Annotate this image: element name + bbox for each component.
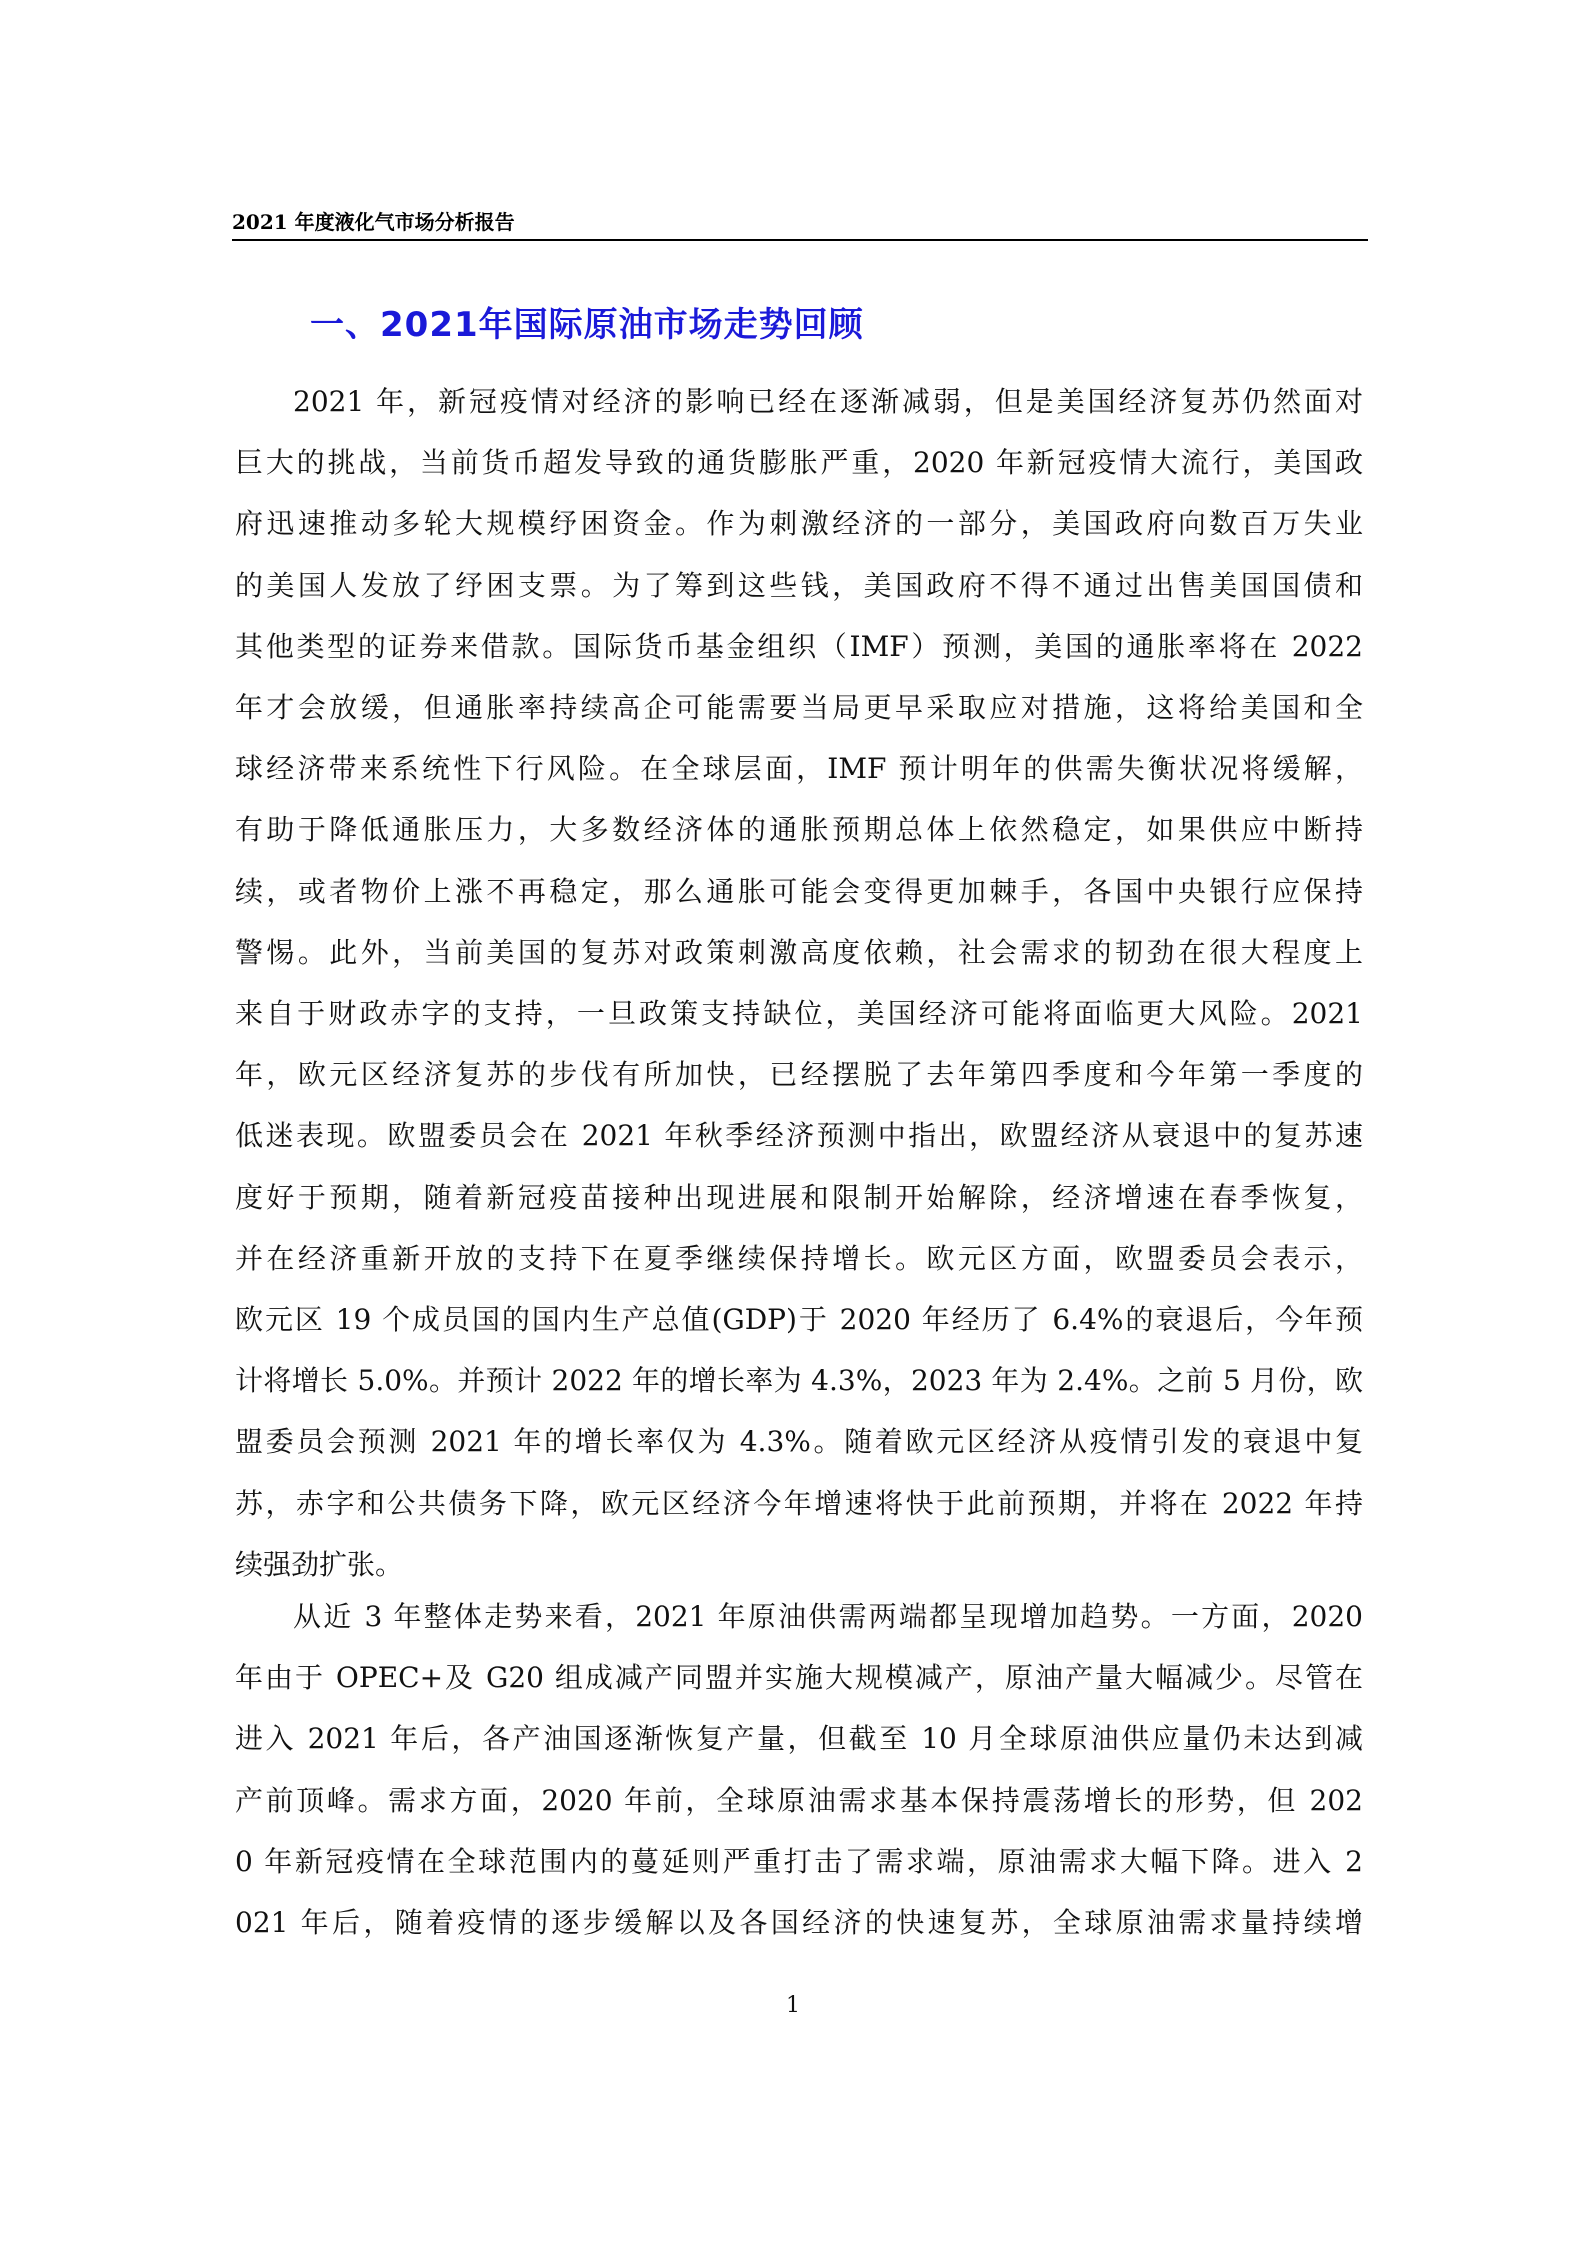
text-line: 0 年新冠疫情在全球范围内的蔓延则严重打击了需求端，原油需求大幅下降。进入 2 [235, 1844, 1363, 1878]
header-divider [232, 239, 1368, 241]
text-line: 有助于降低通胀压力，大多数经济体的通胀预期总体上依然稳定，如果供应中断持 [235, 813, 1363, 847]
text-line: 其他类型的证券来借款。国际货币基金组织（IMF）预测，美国的通胀率将在 2022 [235, 629, 1363, 663]
text-line: 续，或者物价上涨不再稳定，那么通胀可能会变得更加棘手，各国中央银行应保持 [235, 874, 1363, 908]
text-line: 年由于 OPEC+及 G20 组成减产同盟并实施大规模减产，原油产量大幅减少。尽管在 [235, 1661, 1363, 1695]
text-line: 续强劲扩张。 [235, 1547, 404, 1581]
text-line: 021 年后，随着疫情的逐步缓解以及各国经济的快速复苏，全球原油需求量持续增 [235, 1906, 1363, 1940]
text-line: 欧元区 19 个成员国的国内生产总值(GDP)于 2020 年经历了 6.4%的衰退后，今年预 [235, 1303, 1363, 1337]
text-line: 苏，赤字和公共债务下降，欧元区经济今年增速将快于此前预期，并将在 2022 年持 [235, 1486, 1363, 1520]
paragraph-2 [235, 1586, 1363, 1953]
text-line: 来自于财政赤字的支持，一旦政策支持缺位，美国经济可能将面临更大风险。2021 [235, 997, 1363, 1031]
text-line: 盟委员会预测 2021 年的增长率仅为 4.3%。随着欧元区经济从疫情引发的衰退中复 [235, 1425, 1363, 1459]
page-number: 1 [786, 1993, 800, 2018]
text-line: 产前顶峰。需求方面，2020 年前，全球原油需求基本保持震荡增长的形势，但 202 [235, 1783, 1363, 1817]
text-line: 年才会放缓，但通胀率持续高企可能需要当局更早采取应对措施，这将给美国和全 [235, 691, 1363, 725]
text-line: 府迅速推动多轮大规模纾困资金。作为刺激经济的一部分，美国政府向数百万失业 [235, 507, 1363, 541]
text-line: 巨大的挑战，当前货币超发导致的通货膨胀严重，2020 年新冠疫情大流行，美国政 [235, 446, 1363, 480]
section-heading: 一、2021年国际原油市场走势回顾 [310, 305, 864, 345]
text-line: 进入 2021 年后，各产油国逐渐恢复产量，但截至 10 月全球原油供应量仍未达到减 [235, 1722, 1363, 1756]
text-line: 2021 年，新冠疫情对经济的影响已经在逐渐减弱，但是美国经济复苏仍然面对 [293, 385, 1363, 418]
text-line: 并在经济重新开放的支持下在夏季继续保持增长。欧元区方面，欧盟委员会表示， [235, 1241, 1363, 1275]
text-line: 度好于预期，随着新冠疫苗接种出现进展和限制开始解除，经济增速在春季恢复， [235, 1180, 1363, 1214]
text-line: 球经济带来系统性下行风险。在全球层面，IMF 预计明年的供需失衡状况将缓解， [235, 752, 1363, 786]
text-line: 警惕。此外，当前美国的复苏对政策刺激高度依赖，社会需求的韧劲在很大程度上 [235, 935, 1363, 969]
text-line: 年，欧元区经济复苏的步伐有所加快，已经摆脱了去年第四季度和今年第一季度的 [235, 1058, 1363, 1092]
report-header-title: 2021 年度液化气市场分析报告 [232, 210, 515, 234]
text-line: 计将增长 5.0%。并预计 2022 年的增长率为 4.3%，2023 年为 2.4%。之前 5 月份，欧 [235, 1364, 1363, 1398]
paragraph-1 [235, 371, 1363, 1595]
text-line: 的美国人发放了纾困支票。为了筹到这些钱，美国政府不得不通过出售美国国债和 [235, 568, 1363, 602]
text-line: 低迷表现。欧盟委员会在 2021 年秋季经济预测中指出，欧盟经济从衰退中的复苏速 [235, 1119, 1363, 1153]
text-line: 从近 3 年整体走势来看，2021 年原油供需两端都呈现增加趋势。一方面，2020 [293, 1600, 1363, 1633]
